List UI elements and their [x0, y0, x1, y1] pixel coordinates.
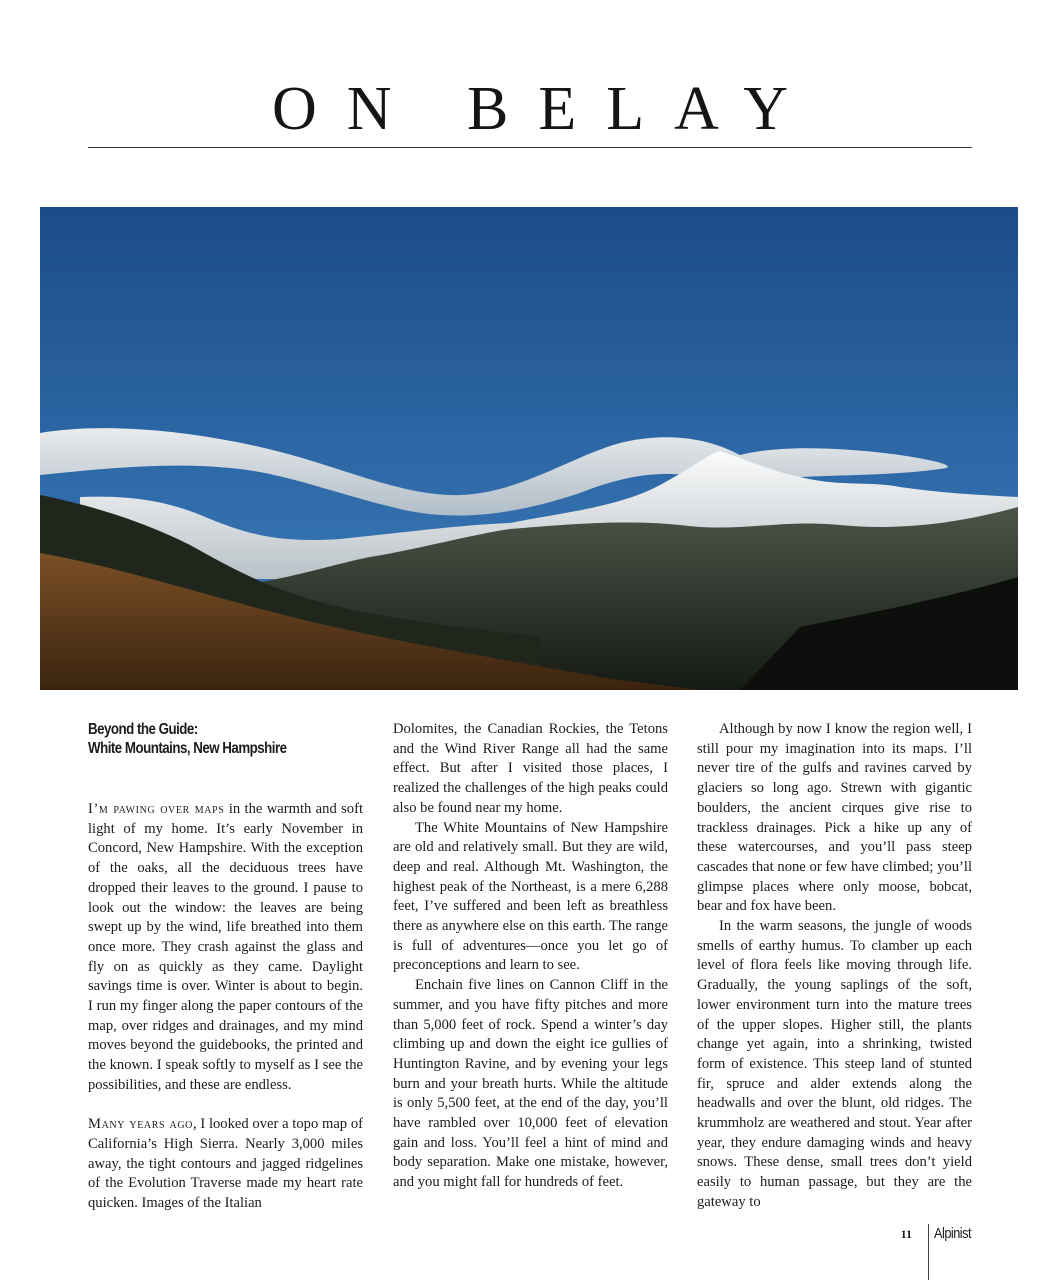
paragraph: Although by now I know the region well, I still pour my imagination into its maps. I’ll never tire of the gulfs and ravines carved by glaciers so long ago. Strewn with gigantic boulders, the ancient cirques give rise to trackless drainages. Pick a hike up any of these watercourses, and you’ll pass steep cascades that none or few have climbed; you’ll glimpse places where only moose, bobcat, bear and fox have been. — [697, 721, 972, 915]
footer-rule — [928, 1224, 929, 1280]
article-column-3 — [697, 720, 972, 1213]
article-column-2 — [393, 720, 668, 1193]
paragraph: The White Mountains of New Hampshire are old and relatively small. But they are wild, deep and real. Although Mt. Washington, the highest peak of the Northeast, is a mere 6,288 feet, I’ve suffered and been left as breathless there as anywhere else on this earth. The range is full of adventures—once you let go of preconceptions and learn to see. — [393, 819, 668, 974]
paragraph — [88, 800, 363, 1096]
article-heading-line1: Beyond the Guide: — [88, 721, 198, 738]
paragraph: Enchain five lines on Cannon Cliff in the summer, and you have fifty pitches and more than 5,000 feet of rock. Spend a winter’s day climbing up and down the eight ice gullies of Huntington Ravine, and by evening your legs burn and your breath hurts. While the altitude is only 5,500 feet, at the end of the day, you’ll have rambled over 10,000 feet of elevation gain and loss. You’ll feel a hint of mind and body separation. Make one mistake, however, and you might fall for hundreds of feet. — [393, 977, 668, 1191]
magazine-brand: Alpinist — [934, 1225, 972, 1242]
paragraph: In the warm seasons, the jungle of woods smells of earthy humus. To clamber up each level of flora feels like moving through life. Gradually, the young saplings of the soft, lower environment turn into the mature trees of the upper slopes. Higher still, the plants change yet again, into a shrinking, twisted form of existence. This steep land of stunted fir, spruce and alder extends along the headwalls and over the blunt, old ridges. The krummholz are weathered and stout. Year after year, they endure damaging winds and heavy snows. These dense, small trees don’t yield easily to human passage, but they are the gateway to — [697, 918, 972, 1210]
paragraph-text: , I looked over a topo map of California’s High Sierra. Nearly 3,000 miles away, the tight contours and jagged ridgelines of the Evolution Traverse made my heart rate quicken. Images of the Italian — [88, 1116, 363, 1212]
lead-in: Many years ago — [88, 1116, 193, 1133]
paragraph — [88, 1115, 363, 1214]
article-heading — [88, 720, 372, 758]
article-heading-line2: White Mountains, New Hampshire — [88, 740, 287, 757]
article-column-1 — [88, 720, 363, 1214]
paragraph: Dolomites, the Canadian Rockies, the Tetons and the Wind River Range all had the same effect. But after I visited those places, I realized the challenges of the high peaks could also be found near my home. — [393, 721, 668, 816]
title-rule — [88, 147, 972, 148]
page-number: 11 — [900, 1227, 912, 1241]
mountain-photo — [40, 207, 1018, 690]
page-footer — [880, 1224, 1000, 1280]
paragraph-text: in the warmth and soft light of my home. It’s early November in Concord, New Hampshire. With the exception of the oaks, all the deciduous trees have dropped their leaves to the ground. I pause to look out the window: the leaves are being swept up by the wind, life breathed into them once more. They crash against the glass and fly on as quickly as they came. Daylight savings time is over. Winter is about to begin. I run my finger along the paper contours of the map, over ridges and drainages, and my mind moves beyond the guidebooks, the printed and the known. I speak softly to myself as I see the possibilities, and these are endless. — [88, 801, 364, 1093]
page-title: ON BELAY — [271, 75, 818, 143]
lead-in: I’m pawing over maps — [88, 801, 225, 817]
